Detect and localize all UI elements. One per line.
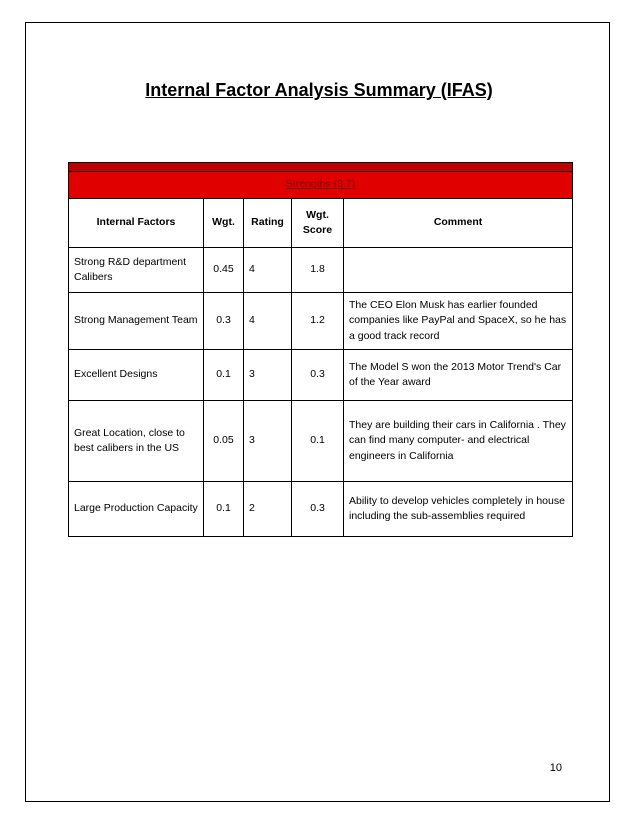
table-row [69, 482, 573, 537]
header-internal-factors: Internal Factors [69, 199, 204, 248]
page-number: 10 [549, 762, 562, 774]
page-title: Internal Factor Analysis Summary (IFAS) [145, 80, 493, 100]
comment-cell: They are building their cars in California . They can find many computer- and electrical engineers in California [344, 401, 573, 482]
comment-cell: Ability to develop vehicles completely in house including the sub-assemblies required [344, 482, 573, 537]
rating-cell: 4 [244, 293, 292, 350]
score-cell: 0.3 [292, 482, 344, 537]
factor-cell: Excellent Designs [69, 350, 204, 401]
weight-cell: 0.1 [204, 482, 244, 537]
comment-cell [344, 248, 573, 293]
section-header-row [69, 172, 573, 199]
table-row [69, 401, 573, 482]
table-row [69, 248, 573, 293]
score-cell: 1.8 [292, 248, 344, 293]
factor-cell: Strong Management Team [69, 293, 204, 350]
rating-cell: 2 [244, 482, 292, 537]
rating-cell: 3 [244, 401, 292, 482]
table-row [69, 293, 573, 350]
weight-cell: 0.1 [204, 350, 244, 401]
ifas-table [68, 162, 573, 537]
score-cell: 1.2 [292, 293, 344, 350]
section-band [69, 163, 573, 172]
header-comment: Comment [344, 199, 573, 248]
header-rating: Rating [244, 199, 292, 248]
weight-cell: 0.05 [204, 401, 244, 482]
weight-cell: 0.45 [204, 248, 244, 293]
header-weighted-score: Wgt. Score [292, 199, 344, 248]
score-cell: 0.1 [292, 401, 344, 482]
table-row [69, 350, 573, 401]
header-weight: Wgt. [204, 199, 244, 248]
section-label: Strengths (3.7) [69, 172, 573, 199]
comment-cell: The Model S won the 2013 Motor Trend's Car of the Year award [344, 350, 573, 401]
factor-cell: Strong R&D department Calibers [69, 248, 204, 293]
score-cell: 0.3 [292, 350, 344, 401]
rating-cell: 4 [244, 248, 292, 293]
factor-cell: Great Location, close to best calibers in the US [69, 401, 204, 482]
rating-cell: 3 [244, 350, 292, 401]
factor-cell: Large Production Capacity [69, 482, 204, 537]
header-row [69, 199, 573, 248]
comment-cell: The CEO Elon Musk has earlier founded companies like PayPal and SpaceX, so he has a good track record [344, 293, 573, 350]
weight-cell: 0.3 [204, 293, 244, 350]
